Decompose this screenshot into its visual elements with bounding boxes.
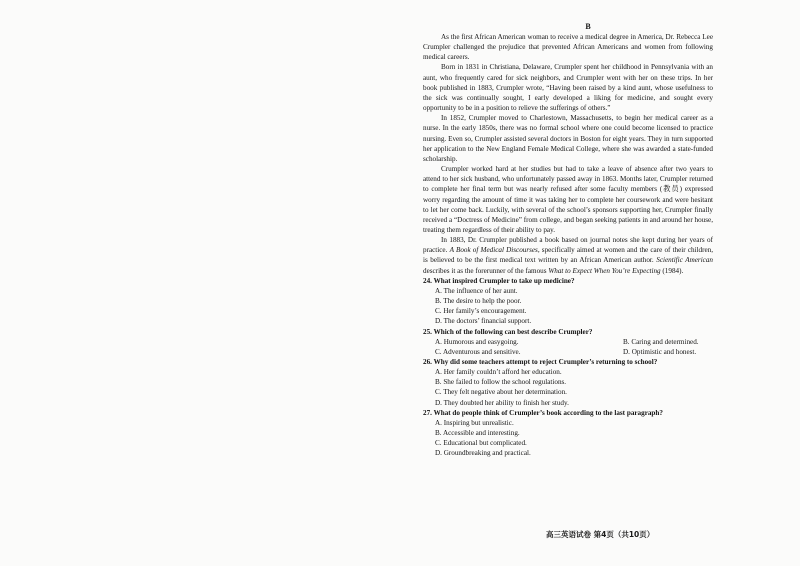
- question-27: [423, 408, 713, 459]
- question-stem: 27. What do people think of Crumpler’s book according to the last paragraph?: [423, 408, 663, 417]
- question-25: [423, 327, 713, 357]
- paragraph-5-text-c: describes it as the forerunner of the famous: [423, 266, 549, 275]
- book-title: A Book of Medical Discourses: [449, 246, 538, 255]
- option-b: B. Accessible and interesting.: [435, 429, 520, 438]
- paragraph-2: Born in 1831 in Christiana, Delaware, Crumpler spent her childhood in Pennsylvania with an aunt, who frequently cared for sick neighbors, and Crumpler went with her on these trips. In her book published in 1883, Crumpler wrote, “Having been raised by a kind aunt, whose usefulness to the sick was continually sought, I early developed a liking for medicine, and sought every opportunity to be in a position to relieve the sufferings of others.”: [423, 63, 713, 113]
- paragraph-5-text-a: In 1883, Dr. Crumpler published a book based on journal notes she kept during her years of practice.: [423, 236, 713, 255]
- option-d: D. The doctors’ financial support.: [435, 317, 532, 326]
- option-c: C. Her family’s encouragement.: [435, 307, 527, 316]
- option-d: D. Optimistic and honest.: [623, 347, 697, 356]
- paragraph-4: Crumpler worked hard at her studies but had to take a leave of absence after two years to attend to her sick husband, who unfortunately passed away in 1863. Months later, Crumpler returned to complete her final term but was nearly refused after some faculty members (教员) expressed worry regarding the amount of time it was taking her to complete her coursework and were hesitant to let her come back. Luckily, with several of the school’s sponsors supporting her, Crumpler finally received a “Doctress of Medicine” from college, and began seeking patients in and around her house, treating them regardless of their ability to pay.: [423, 165, 713, 234]
- question-stem: 24. What inspired Crumpler to take up medicine?: [423, 276, 575, 285]
- paragraph-5-text-b: , specifically aimed at women and the care of their children, is believed to be the first medical text written by an African American author.: [423, 246, 713, 265]
- option-c: C. They felt negative about her determination.: [435, 388, 567, 397]
- option-row: [423, 337, 713, 347]
- option-d: D. They doubted her ability to finish her study.: [435, 398, 569, 407]
- option-a: A. Humorous and easygoing.: [435, 337, 519, 346]
- paragraph-1: As the first African American woman to receive a medical degree in America, Dr. Rebecca Lee Crumpler challenged the prejudice that prevented African Americans and women from following medical careers.: [423, 33, 713, 62]
- paragraph-5: [423, 235, 713, 276]
- option-b: B. The desire to help the poor.: [435, 297, 522, 306]
- option-d: D. Groundbreaking and practical.: [435, 449, 531, 458]
- option-c: C. Adventurous and sensitive.: [435, 347, 521, 356]
- question-stem: 25. Which of the following can best describe Crumpler?: [423, 327, 593, 336]
- question-stem: 26. Why did some teachers attempt to reject Crumpler’s returning to school?: [423, 358, 658, 366]
- option-c: C. Educational but complicated.: [435, 439, 527, 448]
- magazine-title: Scientific American: [656, 256, 713, 265]
- option-b: B. She failed to follow the school regulations.: [435, 378, 567, 387]
- paragraph-5-text-d: (1984).: [660, 266, 684, 275]
- option-b: B. Caring and determined.: [623, 337, 699, 346]
- question-26: [423, 357, 713, 408]
- option-a: A. Her family couldn’t afford her education.: [435, 368, 562, 377]
- option-a: A. Inspiring but unrealistic.: [435, 418, 514, 427]
- option-row: [423, 347, 713, 357]
- option-a: A. The influence of her aunt.: [435, 286, 518, 295]
- page-footer: 高三英语试卷 第4页（共10页）: [546, 530, 655, 539]
- section-heading: B: [585, 22, 591, 31]
- paragraph-3: In 1852, Crumpler moved to Charlestown, Massachusetts, to begin her medical career as a nurse. In the early 1850s, there was no formal school where one could become licensed to practice nursing. Even so, Crumpler assisted several doctors in Boston for eight years. They in turn supported her application to the New England Female Medical College, where she was awarded a state-funded scholarship.: [423, 114, 713, 163]
- reading-passage-column: [423, 22, 713, 459]
- question-24: [423, 276, 713, 327]
- famous-book-title: What to Expect When You’re Expecting: [548, 266, 661, 275]
